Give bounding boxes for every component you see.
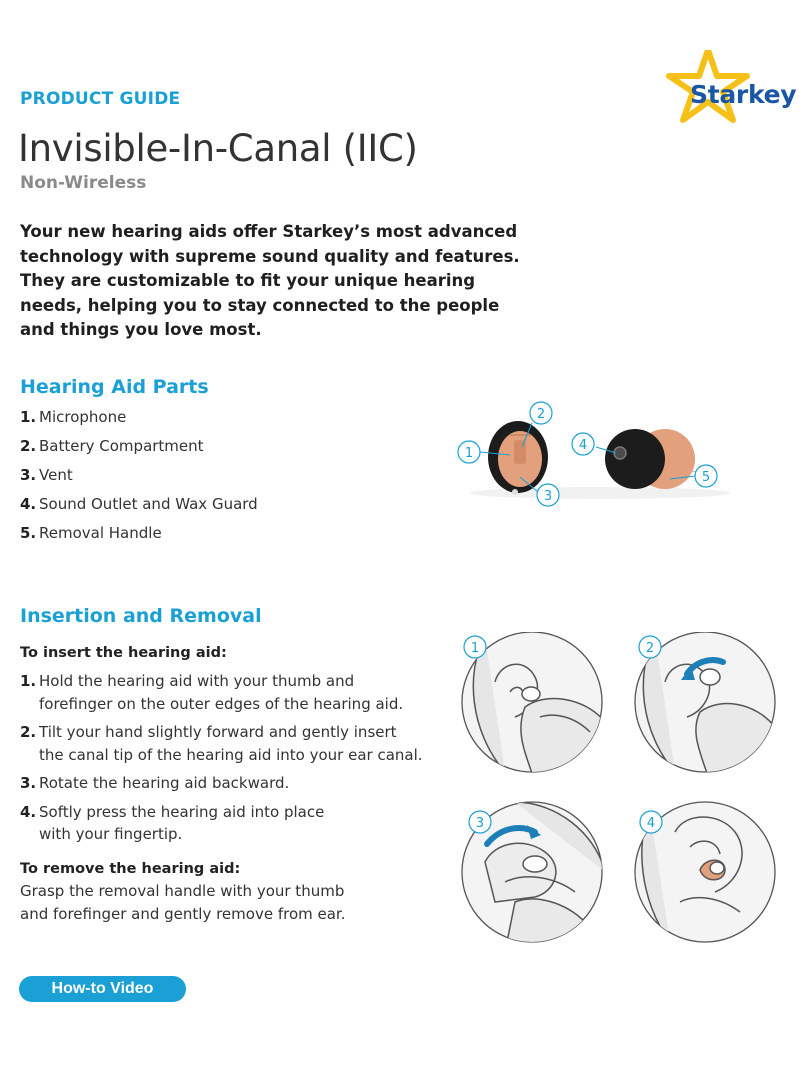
insertion-illustrations <box>455 632 800 947</box>
svg-text:2: 2 <box>645 641 655 656</box>
intro-line: needs, helping you to stay connected to the people <box>20 295 500 315</box>
list-item: 2. Battery Compartment <box>20 437 204 455</box>
step-4-illustration <box>635 802 775 942</box>
svg-text:3: 3 <box>543 489 553 504</box>
insertion-heading: Insertion and Removal <box>20 605 262 627</box>
callout-5 <box>695 465 717 487</box>
step-3-illustration <box>462 802 605 947</box>
page-subtitle: Non-Wireless <box>20 173 147 193</box>
callout-4 <box>572 433 594 455</box>
parts-list <box>20 403 258 548</box>
remove-subheading: To remove the hearing aid: <box>20 861 241 877</box>
callout-3 <box>537 484 559 506</box>
page-title: Invisible-In-Canal (IIC) <box>18 127 418 170</box>
svg-text:1: 1 <box>470 641 480 656</box>
list-item: 3. Rotate the hearing aid backward. <box>20 774 290 792</box>
intro-line: They are customizable to fit your unique hearing <box>20 271 476 290</box>
hearing-aid-side-view <box>605 429 702 489</box>
callout-1 <box>458 441 480 463</box>
hearing-aid-front-view <box>488 421 548 495</box>
intro-line: technology with supreme sound quality and features. <box>20 246 520 266</box>
list-item: 1. Microphone <box>20 408 127 426</box>
svg-text:3: 3 <box>475 816 485 831</box>
svg-text:2: 2 <box>536 407 546 422</box>
parts-heading: Hearing Aid Parts <box>20 376 209 398</box>
intro-line: and things you love most. <box>20 320 262 339</box>
svg-text:4: 4 <box>646 816 656 831</box>
svg-text:1: 1 <box>464 446 474 461</box>
product-guide-eyebrow: PRODUCT GUIDE <box>20 89 181 109</box>
step-1-illustration <box>462 632 605 782</box>
hearing-aid-parts-illustration <box>440 395 730 515</box>
remove-instructions: Grasp the removal handle with your thumb and forefinger and gently remove from ear. <box>20 882 346 923</box>
list-item: 2. Tilt your hand slightly forward and gently insert the canal tip of the hearing aid into your ear canal. <box>20 723 423 764</box>
list-item: 4. Softly press the hearing aid into place with your fingertip. <box>20 802 325 843</box>
intro-paragraph <box>20 220 520 343</box>
list-item: 5. Removal Handle <box>20 524 162 542</box>
brand-name: Starkey <box>690 80 797 109</box>
how-to-video-button[interactable]: How-to Video <box>19 976 186 1002</box>
insert-subheading: To insert the hearing aid: <box>20 645 227 661</box>
callout-2 <box>530 402 552 424</box>
list-item: 3. Vent <box>20 466 73 484</box>
list-item: 1. Hold the hearing aid with your thumb and forefinger on the outer edges of the hearing aid. <box>20 672 404 713</box>
insert-steps <box>20 670 423 852</box>
step-2-illustration <box>635 632 775 782</box>
svg-text:5: 5 <box>701 470 711 485</box>
list-item: 4. Sound Outlet and Wax Guard <box>20 495 258 513</box>
svg-text:4: 4 <box>578 438 588 453</box>
intro-line: Your new hearing aids offer Starkey’s most advanced <box>20 222 518 241</box>
